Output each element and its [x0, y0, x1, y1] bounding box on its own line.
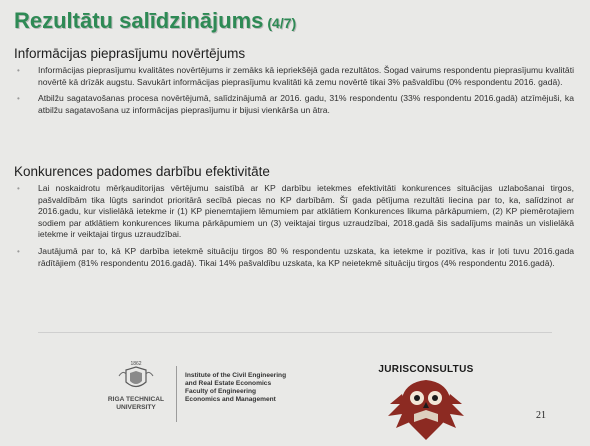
section-competition-effectiveness — [14, 164, 574, 274]
bullet-text: Lai noskaidrotu mērķauditorijas vērtējumu saistībā ar KP darbību ietekmes efektivitāti konkurences situācijas uzlabošanai tirgos, pašvaldībām tika lūgts sarindot prioritārā secībā piecas no KP darbībām. Šī gada pētījuma rezultāti liecina par to, ka, salīdzinot ar 2016.gadu, kur vislielākā ietekme ir (1) KP pienemtajiem lēmumiem par atklātiem Konkurences likuma pārkāpumiem, (2) KP piemērotajiem sodiem par atklātiem konkurences likuma pārkāpumiem un (3) veiktajai tirgus uzraudzībai, 2018.gadā šis sadalījums mainās un vislielākā ietekme ir veiktajai tirgus uzraudzībai. — [38, 183, 574, 240]
rtu-logo — [100, 358, 172, 412]
section-heading: Konkurences padomes darbību efektivitāte — [14, 164, 270, 179]
footer-divider — [38, 332, 552, 333]
page-number: 21 — [536, 410, 546, 421]
institute-line: Institute of the Civil Engineering — [185, 372, 287, 379]
section-information-requests — [14, 46, 574, 121]
bullet-text: Informācijas pieprasījumu kvalitātes novērtējums ir zemāks kā iepriekšējā gada rezultātos. Šogad vairums respondentu pieprasījumu kvalitāti novērtē kā drīzāk augstu. Savukārt informācijas pieprasījumu kvalitāti kā zemu novērtē tikai 3% pašvaldību (0% respondentu 2016. gadā). — [38, 65, 574, 87]
bullet-dot: • — [17, 66, 20, 75]
rtu-name-line1: RIGA TECHNICAL — [107, 396, 165, 403]
rtu-year: 1862 — [130, 361, 142, 367]
bullet-list — [14, 183, 574, 269]
page-title — [14, 8, 296, 34]
bullet-dot: • — [17, 94, 20, 104]
rtu-emblem-icon — [114, 358, 158, 394]
bullet-item — [14, 246, 574, 269]
institute-line: Faculty of Engineering — [185, 388, 257, 395]
bullet-dot: • — [17, 246, 20, 256]
institute-line: and Real Estate Economics — [185, 380, 272, 387]
section-heading: Informācijas pieprasījumu novērtējums — [14, 46, 246, 61]
footer-separator — [176, 366, 177, 422]
bullet-list — [14, 65, 574, 116]
title-main: Rezultātu salīdzinājums — [14, 8, 264, 33]
bullet-text: Atbilžu sagatavošanas procesa novērtējumā, salīdzinājumā ar 2016. gadu, 31% respondentu (33% respondentu 2016.gadā) atzīmējuši, ka atbilžu sagatavošana uz informācijas pieprasījumu ir bijusi vienkārša un ātra. — [38, 93, 574, 115]
jurisconsultus-logo — [370, 364, 482, 375]
rtu-name-line2: UNIVERSITY — [116, 404, 156, 411]
bullet-text: Jautājumā par to, kā KP darbība ietekmē situāciju tirgos 80 % respondentu uzskata, ka ietekme ir pozitīva, kas ir ļoti tuvu 2016.gada rādītājiem (81% respondentu 2016.gadā). Tikai 14% pašvaldību uzskata, ka KP neietekmē situāciju tirgos (4% respondentu 2016.gadā). — [38, 245, 574, 268]
bullet-item — [14, 65, 574, 88]
institute-line: Economics and Management — [185, 396, 276, 403]
owl-logo-icon — [384, 374, 468, 446]
bullet-item — [14, 93, 574, 116]
bullet-item — [14, 183, 574, 241]
rtu-name — [100, 396, 172, 412]
institute-name — [185, 372, 286, 404]
jurisconsultus-name: JURISCONSULTUS — [378, 364, 474, 375]
title-page-indicator: (4/7) — [267, 15, 297, 31]
bullet-dot: • — [17, 184, 20, 193]
